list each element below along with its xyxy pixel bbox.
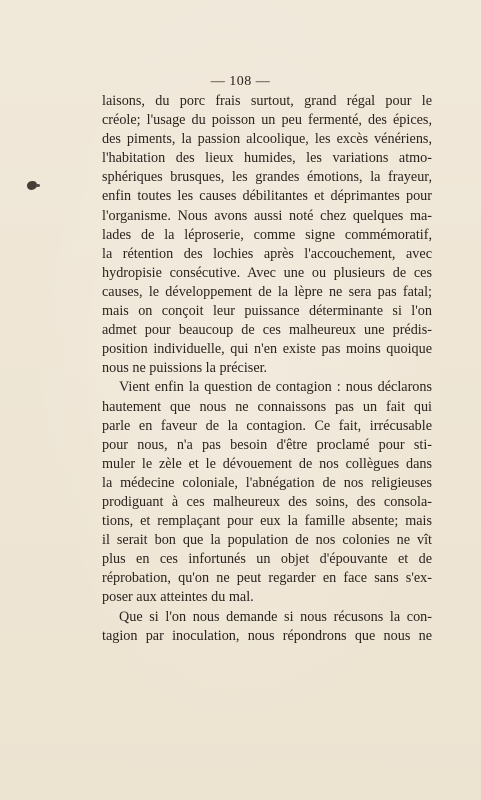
text-line: créole; l'usage du poisson un peu fermenté, des épices,	[102, 112, 432, 129]
text-line: nous ne puissions la préciser.	[102, 360, 268, 377]
text-line: muler le zèle et le dévouement de nos collègues dans	[102, 455, 432, 472]
text-line: réprobation, qu'on ne peut regarder en face sans s'ex-	[102, 570, 432, 587]
text-line: causes, le développement de la lèpre ne sera pas fatal;	[102, 283, 432, 300]
text-line: sphériques brusques, les grandes émotions, la frayeur,	[102, 169, 432, 186]
text-line: laisons, du porc frais surtout, grand régal pour le	[102, 93, 432, 109]
text-line: hautement que nous ne connaissons pas un fait qui	[102, 398, 432, 415]
text-line: pour nous, n'a pas besoin d'être proclamé pour sti-	[102, 436, 432, 453]
body-text	[102, 92, 432, 646]
text-line: parle en faveur de la contagion. Ce fait, irrécusable	[102, 417, 432, 434]
text-line: Vient enfin la question de contagion : nous déclarons	[119, 379, 432, 396]
text-line: Que si l'on nous demande si nous récusons la con-	[119, 608, 432, 625]
page-number: — 108 —	[210, 74, 271, 89]
ink-stain	[27, 181, 37, 190]
text-line: admet pour beaucoup de ces malheureux une prédis-	[102, 322, 432, 339]
text-line: des piments, la passion alcoolique, les excès vénériens,	[102, 131, 432, 148]
text-line: plus en ces infortunés un objet d'épouvante et de	[102, 551, 432, 568]
text-line: lades de la léproserie, comme signe commémoratif,	[102, 226, 432, 243]
text-line: la rétention des lochies après l'accouchement, avec	[102, 245, 432, 262]
text-line: mais on conçoit leur puissance déterminante si l'on	[102, 303, 432, 320]
text-line: enfin toutes les causes débilitantes et déprimantes pour	[102, 188, 432, 205]
text-line: position individuelle, qui n'en existe pas moins quoique	[102, 341, 432, 358]
text-line: poser aux atteintes du mal.	[102, 589, 254, 606]
text-line: tions, et remplaçant pour eux la famille absente; mais	[102, 513, 432, 530]
text-line: l'organisme. Nous avons aussi noté chez quelques ma-	[102, 207, 432, 224]
text-line: l'habitation des lieux humides, les variations atmo-	[102, 150, 432, 167]
text-line: hydropisie consécutive. Avec une ou plusieurs de ces	[102, 264, 432, 281]
text-line: tagion par inoculation, nous répondrons que nous ne	[102, 627, 432, 644]
text-line: la médecine coloniale, l'abnégation de nos religieuses	[102, 474, 432, 491]
text-line: prodiguant à ces malheureux des soins, des consola-	[102, 493, 432, 510]
text-line: il serait bon que la population de nos colonies ne vît	[102, 532, 432, 549]
